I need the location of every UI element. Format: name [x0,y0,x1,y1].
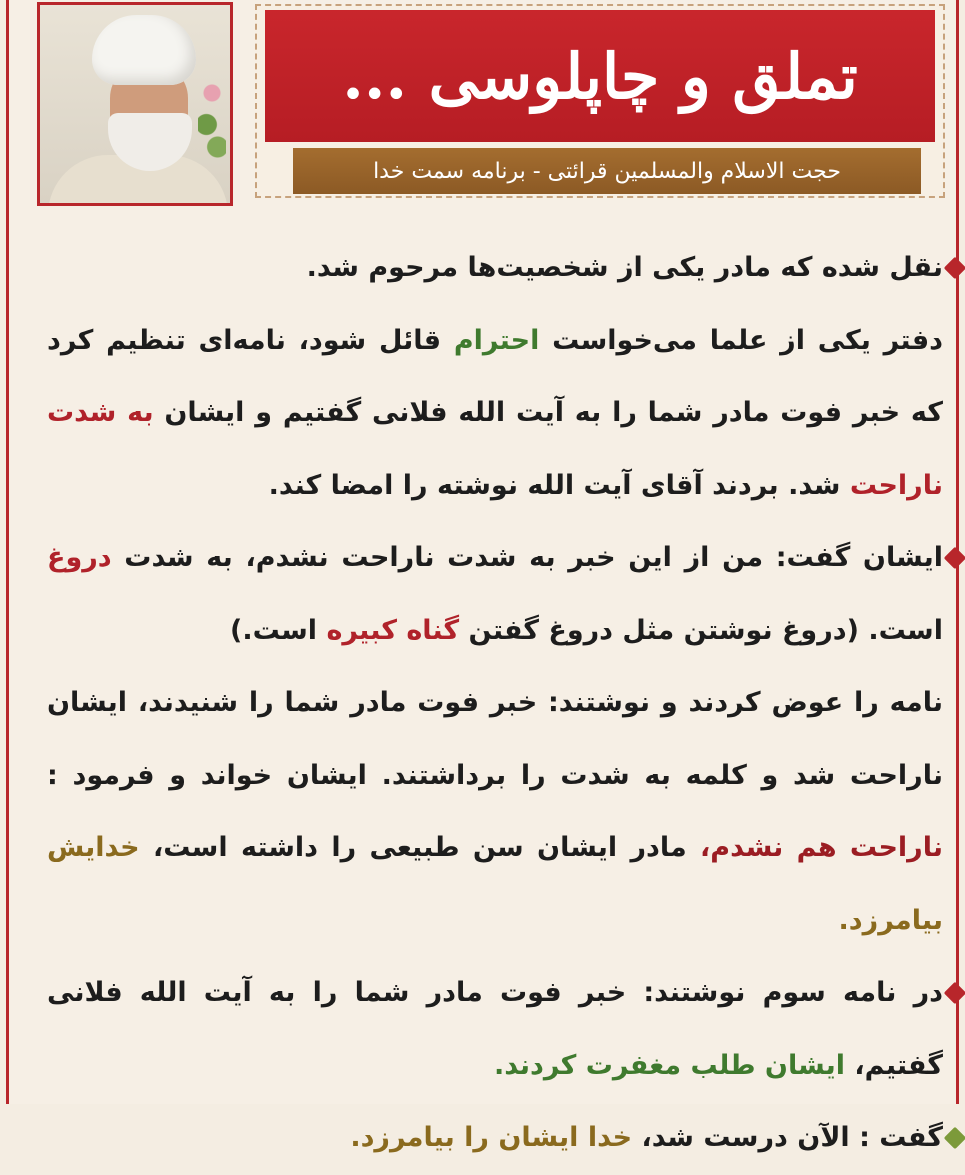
speaker-photo [37,2,233,206]
highlight-major-sin: گناه کبیره [326,614,460,646]
highlight-respect: احترام [453,324,540,356]
highlight-lie: دروغ [47,542,112,573]
paragraph-text: شد. بردند آقای آیت الله نوشته را امضا کند. [268,469,850,501]
paragraph-1 [47,232,943,305]
story-body [47,232,943,1175]
title-bar [265,10,935,142]
paragraph-text: ایشان گفت: من از این خبر به شدت ناراحت نشدم، به شدت [111,542,943,573]
paragraph-2 [47,305,943,523]
paragraph-4 [47,667,943,957]
paragraph-text: نامه را عوض کردند و نوشتند: خبر فوت مادر شما را شنیدند، ایشان ناراحت شد و کلمه به شدت را برداشتند. ایشان خواند و فرمود : [47,687,943,791]
green-diamond-bullet-icon [944,1127,965,1150]
paragraph-text: است. (دروغ نوشتن مثل دروغ گفتن [459,614,943,646]
turban-shape [92,15,196,85]
highlight-very-upset: به شدت ناراحت [47,397,943,501]
paragraph-text: مادر ایشان سن طبیعی را داشته است، [139,832,701,863]
flower-plant-icon [198,75,226,165]
header-box [255,4,945,198]
paragraph-3 [47,522,943,667]
paragraph-text: دفتر یکی از علما می‌خواست [539,324,943,356]
highlight-final-blessing: خدا ایشان را بیامرزد. [350,1122,633,1153]
red-diamond-bullet-icon [944,547,965,570]
subtitle-bar [293,148,921,194]
page-title: تملق و چاپلوسی ... [342,39,858,113]
page-subtitle: حجت الاسلام والمسلمین قرائتی - برنامه سمت خدا [373,158,841,184]
paragraph-text: گفت : الآن درست شد، [632,1122,943,1153]
highlight-not-upset: ناراحت هم نشدم، [700,832,943,863]
paragraph-text: است.) [230,614,327,646]
highlight-forgiveness: ایشان طلب مغفرت کردند. [494,1049,845,1081]
red-diamond-bullet-icon [944,982,965,1005]
red-diamond-bullet-icon [944,257,965,280]
highlight-god-bless: خدایش بیامرزد. [47,832,943,936]
paragraph-text: نقل شده که مادر یکی از شخصیت‌ها مرحوم شد. [306,252,943,283]
paragraph-text: در نامه سوم نوشتند: خبر فوت مادر شما را به آیت الله فلانی گفتیم، [47,977,943,1081]
paragraph-text: قائل شود، نامه‌ای تنظیم کرد که خبر فوت مادر شما را به آیت الله فلانی گفتیم و ایشان [47,324,943,428]
page-frame [6,0,959,1153]
paragraph-5 [47,957,943,1102]
paragraph-6 [47,1102,943,1175]
